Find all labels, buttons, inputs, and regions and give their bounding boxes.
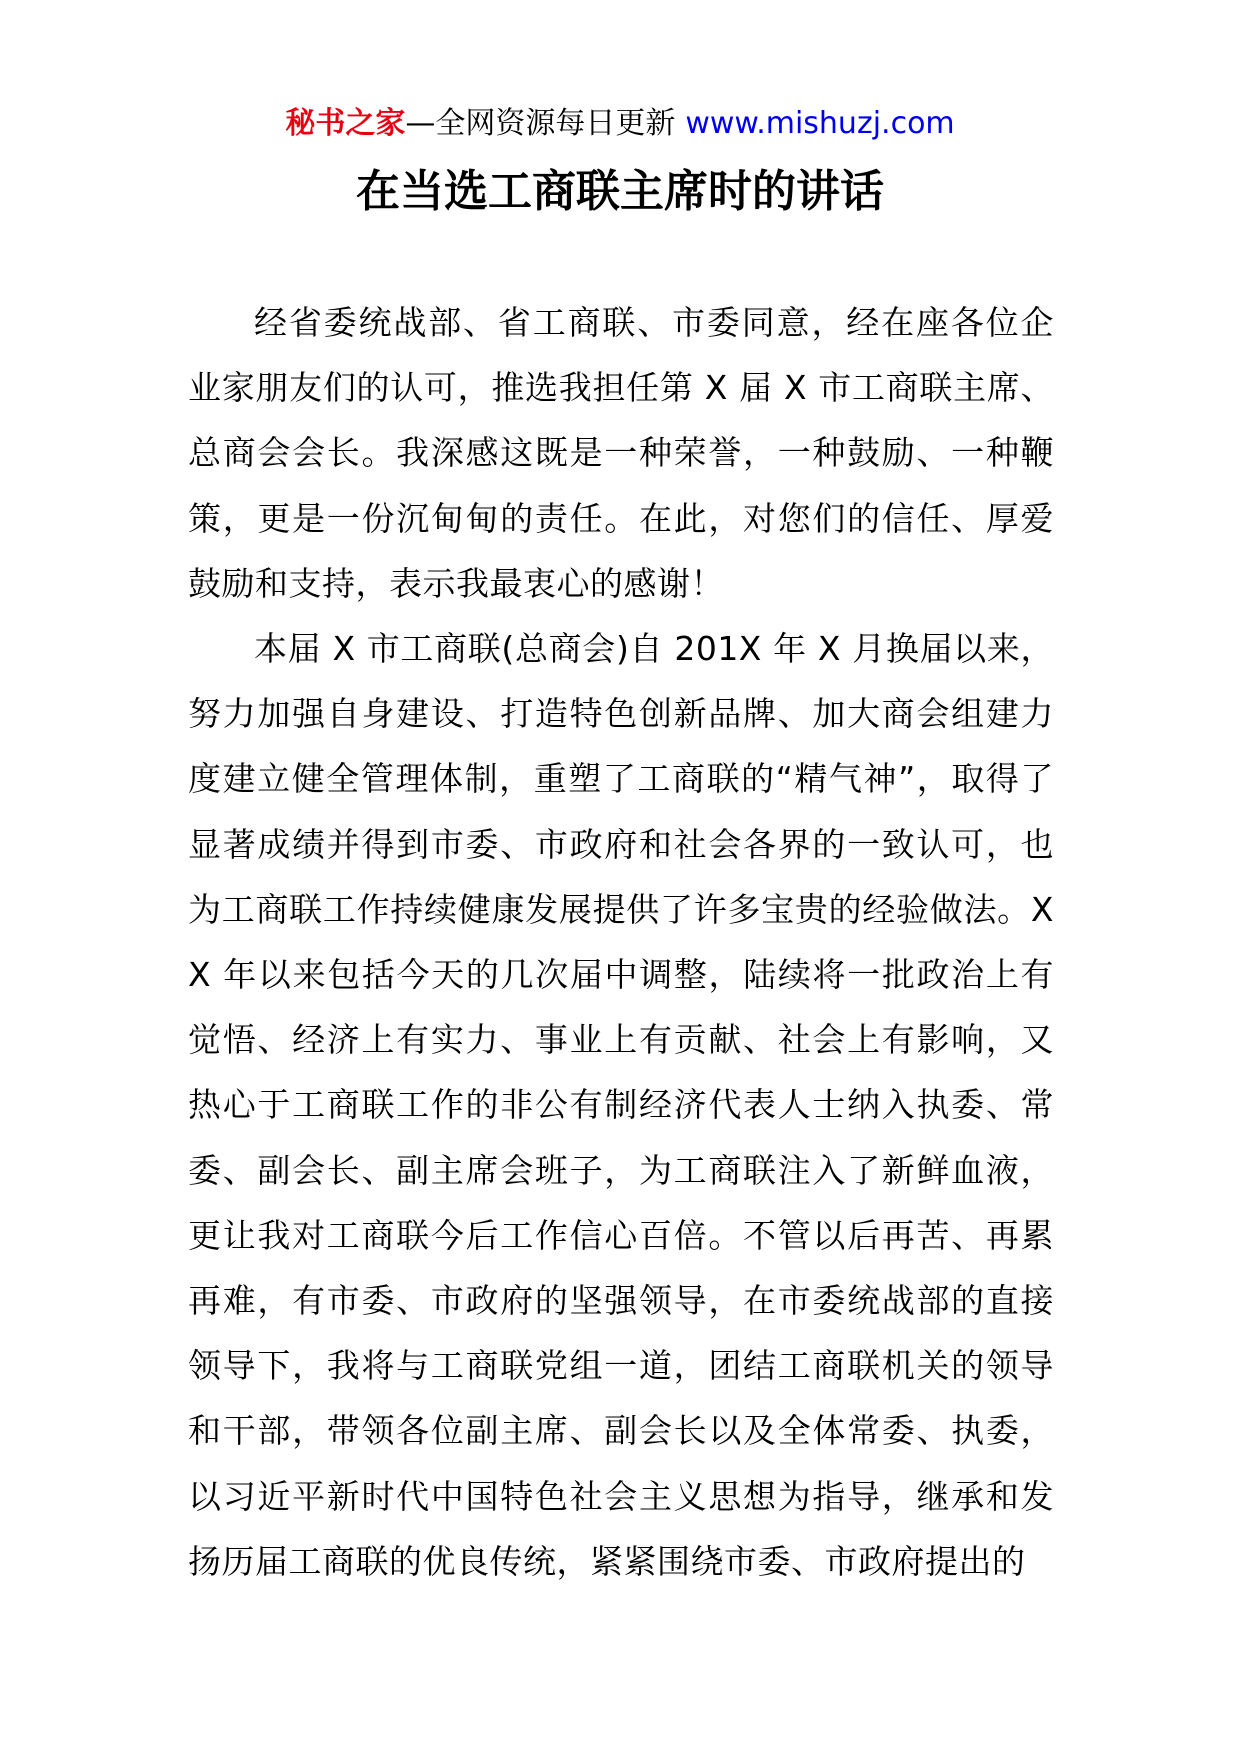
site-tagline: —全网资源每日更新	[405, 106, 676, 141]
site-url-link[interactable]: www.mishuzj.com	[685, 106, 955, 141]
brand-name: 秘书之家	[285, 106, 406, 141]
document-body	[188, 290, 1054, 1594]
body-paragraph-2: 本届 X 市工商联(总商会)自 201X 年 X 月换届以来，努力加强自身建设、打造特色创新品牌、加大商会组建力度建立健全管理体制，重塑了工商联的“精气神”，取得了显著成绩并得到市委、市政府和社会各界的一致认可，也为工商联工作持续健康发展提供了许多宝贵的经验做法。XX 年以来包括今天的几次届中调整，陆续将一批政治上有觉悟、经济上有实力、事业上有贡献、社会上有影响，又热心于工商联工作的非公有制经济代表人士纳入执委、常委、副会长、副主席会班子，为工商联注入了新鲜血液，更让我对工商联今后工作信心百倍。不管以后再苦、再累再难，有市委、市政府的坚强领导，在市委统战部的直接领导下，我将与工商联党组一道，团结工商联机关的领导和干部，带领各位副主席、副会长以及全体常委、执委，以习近平新时代中国特色社会主义思想为指导，继承和发扬历届工商联的优良传统，紧紧围绕市委、市政府提出的	[188, 629, 1054, 1581]
document-title: 在当选工商联主席时的讲话	[356, 166, 884, 217]
site-header	[0, 104, 1240, 144]
body-paragraph-1: 经省委统战部、省工商联、市委同意，经在座各位企业家朋友们的认可，推选我担任第 X 届 X 市工商联主席、总商会会长。我深感这既是一种荣誉，一种鼓励、一种鞭策，更是一份沉甸甸的责任。在此，对您们的信任、厚爱鼓励和支持，表示我最衷心的感谢！	[188, 303, 1054, 603]
